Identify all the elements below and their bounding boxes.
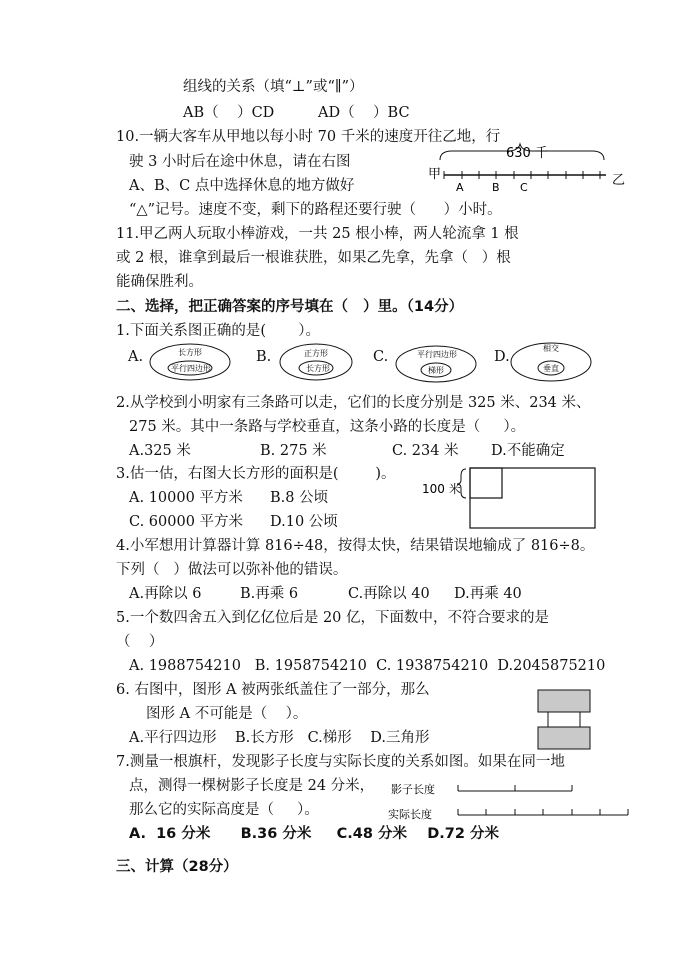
choice6-line2[interactable]: 图形 A 不可能是（ ）。: [146, 706, 308, 722]
point-b-label: B: [492, 181, 500, 194]
route-end: 乙: [612, 173, 626, 188]
venn-d-inner: 垂直: [543, 364, 559, 373]
venn-a-option[interactable]: A.: [128, 349, 144, 365]
venn-b-option[interactable]: B.: [256, 349, 272, 365]
q10-line3: A、B、C 点中选择休息的地方做好: [129, 178, 355, 194]
relation-instruction: 组线的关系（填“⊥”或“∥”）: [183, 79, 364, 95]
venn-c-inner: 梯形: [428, 366, 444, 375]
choice2-option-c[interactable]: C. 234 米: [392, 443, 459, 459]
choice4-line1: 4.小军想用计算器计算 816÷48，按得太快，结果错误地输成了 816÷8。: [116, 538, 595, 554]
choice3-option-a[interactable]: A. 10000 平方米: [129, 490, 243, 506]
q10-line2: 驶 3 小时后在途中休息，请在右图: [129, 154, 351, 170]
ad-bc-blank[interactable]: AD（ ）BC: [318, 105, 410, 121]
section2-heading: 二、选择，把正确答案的序号填在（ ）里。（14分）: [116, 299, 464, 315]
choice2-option-b[interactable]: B. 275 米: [260, 443, 327, 459]
choice1-question[interactable]: 1.下面关系图正确的是( ）。: [116, 323, 321, 339]
choice2-line1: 2.从学校到小明家有三条路可以走，它们的长度分别是 325 米、234 米、: [116, 395, 591, 411]
choice4-line2[interactable]: 下列（ ）做法可以弥补他的错误。: [116, 562, 348, 578]
venn-a-inner: 平行四边形: [171, 364, 211, 373]
choice7-options[interactable]: A. 16 分米 B.36 分米 C.48 分米 D.72 分米: [129, 826, 499, 842]
route-distance: 630 千: [506, 146, 548, 161]
choice7-line2: 点，测得一棵树影子长度是 24 分米，: [129, 778, 375, 794]
venn-c-option[interactable]: C.: [373, 349, 389, 365]
venn-c-outer: 平行四边形: [417, 350, 457, 359]
venn-a-outer: 长方形: [178, 348, 202, 357]
q10-line1: 10.一辆大客车从甲地以每小时 70 千米的速度开往乙地，行: [116, 129, 501, 145]
choice5-line1: 5.一个数四舍五入到亿亿位后是 20 亿，下面数中，不符合要求的是: [116, 610, 550, 626]
venn-d-option[interactable]: D.: [494, 349, 510, 365]
venn-b-inner: 长方形: [306, 364, 330, 373]
route-start: 甲: [428, 167, 442, 182]
choice5-blank[interactable]: （ ）: [116, 634, 164, 650]
venn-b-outer: 正方形: [304, 349, 328, 358]
choice5-options[interactable]: A. 1988754210 B. 1958754210 C. 1938754210 D.2045875210: [129, 658, 606, 674]
choice6-line1: 6. 右图中，图形 A 被两张纸盖住了一部分，那么: [116, 682, 430, 698]
choice3-question[interactable]: 3.估一估，右图大长方形的面积是( )。: [116, 466, 396, 482]
choice4-option-c[interactable]: C.再除以 40: [348, 586, 430, 602]
choice4-option-a[interactable]: A.再除以 6: [129, 586, 202, 602]
actual-label: 实际长度: [388, 808, 432, 821]
choice3-option-c[interactable]: C. 60000 平方米: [129, 514, 244, 530]
choice2-option-d[interactable]: D.不能确定: [491, 443, 565, 459]
point-a-label: A: [456, 181, 464, 194]
q11-line1: 11.甲乙两人玩取小棒游戏，一共 25 根小棒，两人轮流拿 1 根: [116, 226, 519, 242]
q11-line3: 能确保胜利。: [116, 274, 203, 290]
choice2-line2[interactable]: 275 米。其中一条路与学校垂直，这条小路的长度是（ ）。: [129, 419, 526, 435]
choice4-option-d[interactable]: D.再乘 40: [454, 586, 522, 602]
choice2-option-a[interactable]: A.325 米: [129, 443, 191, 459]
choice4-option-b[interactable]: B.再乘 6: [240, 586, 299, 602]
shadow-label: 影子长度: [391, 783, 435, 796]
ab-cd-blank[interactable]: AB（ ）CD: [183, 105, 275, 121]
section3-heading: 三、计算（28分）: [116, 859, 238, 875]
q11-line2[interactable]: 或 2 根，谁拿到最后一根谁获胜，如果乙先拿，先拿（ ）根: [116, 250, 511, 266]
choice6-options[interactable]: A.平行四边形 B.长方形 C.梯形 D.三角形: [129, 730, 430, 746]
choice7-line3[interactable]: 那么它的实际高度是（ ）。: [129, 802, 319, 818]
choice7-line1: 7.测量一根旗杆，发现影子长度与实际长度的关系如图。如果在同一地: [116, 754, 565, 770]
choice3-option-d[interactable]: D.10 公顷: [270, 514, 338, 530]
q10-line4[interactable]: “△”记号。速度不变，剩下的路程还要行驶（ ）小时。: [129, 202, 502, 218]
choice3-option-b[interactable]: B.8 公顷: [270, 490, 329, 506]
rect-side-label: 100 米: [422, 482, 461, 496]
venn-d-outer: 相交: [543, 344, 559, 353]
point-c-label: C: [520, 181, 528, 194]
